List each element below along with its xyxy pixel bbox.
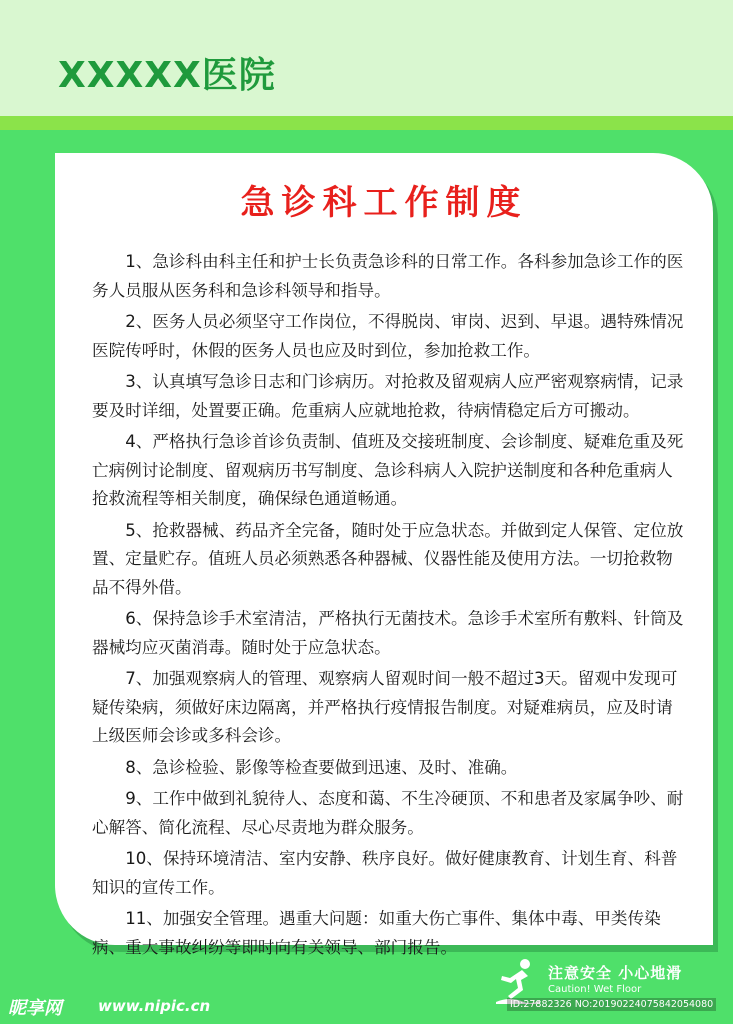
- rule-7: 7、加强观察病人的管理、观察病人留观时间一般不超过3天。留观中发现可疑传染病，须做好床边隔离，并严格执行疫情报告制度。对疑难病员，应及时请上级医师会诊或多科会诊。: [92, 669, 678, 745]
- document-title: 急诊科工作制度: [240, 183, 528, 223]
- rule-4: 4、严格执行急诊首诊负责制、值班及交接班制度、会诊制度、疑难危重及死亡病例讨论制度、留观病历书写制度、急诊科病人入院护送制度和各种危重病人抢救流程等相关制度，确保绿色通道畅通。: [92, 432, 684, 508]
- rule-3: 3、认真填写急诊日志和门诊病历。对抢救及留观病人应严密观察病情，记录要及时详细，处置要正确。危重病人应就地抢救，待病情稳定后方可搬动。: [92, 372, 684, 420]
- rule-5: 5、抢救器械、药品齐全完备，随时处于应急状态。并做到定人保管、定位放置、定量贮存。值班人员必须熟悉各种器械、仪器性能及使用方法。一切抢救物品不得外借。: [92, 520, 684, 597]
- rule-8: 8、急诊检验、影像等检查要做到迅速、及时、准确。: [125, 757, 518, 777]
- safety-sublabel: Caution! Wet Floor: [548, 984, 642, 995]
- watermark-url: www.nipic.cn: [98, 997, 211, 1015]
- rules-list: [92, 248, 684, 965]
- rule-6: 6、保持急诊手术室清洁，严格执行无菌技术。急诊手术室所有敷料、针筒及器械均应灭菌消毒。随时处于应急状态。: [92, 609, 684, 657]
- rule-1: 1、急诊科由科主任和护士长负责急诊科的日常工作。各科参加急诊工作的医务人员服从医务科和急诊科领导和指导。: [92, 252, 684, 300]
- watermark-id: ID:27882326 NO:20190224075842054080: [507, 998, 716, 1011]
- rule-2: 2、医务人员必须坚守工作岗位，不得脱岗、审岗、迟到、早退。遇特殊情况医院传呼时，休假的医务人员也应及时到位，参加抢救工作。: [92, 312, 684, 360]
- safety-label: 注意安全 小心地滑: [548, 964, 683, 982]
- hospital-name: XXXXX医院: [58, 55, 276, 96]
- watermark-logo: 昵享网: [8, 998, 62, 1019]
- rule-10: 10、保持环境清洁、室内安静、秩序良好。做好健康教育、计划生育、科普知识的宣传工作。: [92, 849, 678, 897]
- rule-9: 9、工作中做到礼貌待人、态度和蔼、不生冷硬顶、不和患者及家属争吵、耐心解答、简化流程、尽心尽责地为群众服务。: [92, 789, 684, 837]
- rule-11: 11、加强安全管理。遇重大问题：如重大伤亡事件、集体中毒、甲类传染病、重大事故纠纷等即时向有关领导、部门报告。: [92, 909, 661, 957]
- header-stripe: [0, 116, 733, 130]
